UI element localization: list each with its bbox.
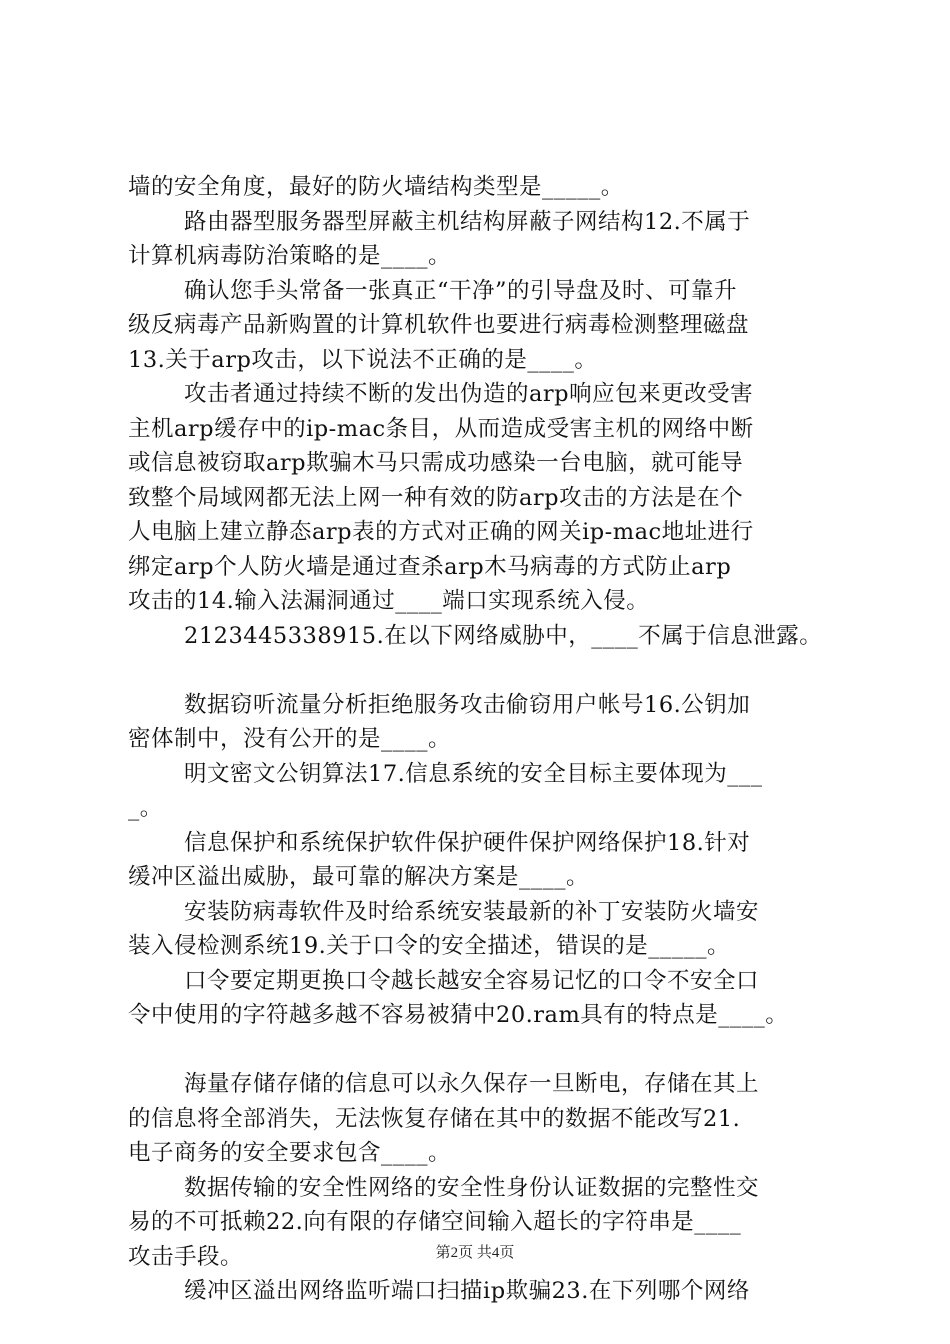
text-line: 致整个局域网都无法上网一种有效的防arp攻击的方法是在个: [128, 484, 744, 511]
text-line: 攻击手段。: [128, 1243, 244, 1270]
text-line: 级反病毒产品新购置的计算机软件也要进行病毒检测整理磁盘: [128, 312, 750, 338]
text-line: 易的不可抵赖22.向有限的存储空间输入超长的字符串是____: [128, 1209, 742, 1235]
text-line: 或信息被窃取arp欺骗木马只需成功感染一台电脑，就可能导: [128, 450, 744, 476]
text-line: 安装防病毒软件及时给系统安装最新的补丁安装防火墙安: [184, 898, 760, 925]
text-line: 装入侵检测系统19.关于口令的安全描述，错误的是_____。: [128, 933, 731, 959]
text-line: 数据窃听流量分析拒绝服务攻击偷窃用户帐号16.公钥加: [184, 691, 751, 718]
text-line: 口令要定期更换口令越长越安全容易记忆的口令不安全口: [184, 967, 760, 994]
text-line: 攻击者通过持续不断的发出伪造的arp响应包来更改受害: [184, 381, 754, 407]
text-line: 路由器型服务器型屏蔽主机结构屏蔽子网结构12.不属于: [184, 208, 751, 235]
text-line: 墙的安全角度，最好的防火墙结构类型是_____。: [128, 174, 624, 200]
text-line: 13.关于arp攻击，以下说法不正确的是____。: [128, 346, 598, 373]
blank-line: [128, 1033, 840, 1068]
text-line: 信息保护和系统保护软件保护硬件保护网络保护18.针对: [184, 829, 751, 856]
blank-line: [128, 653, 840, 688]
text-line: 主机arp缓存中的ip-mac条目，从而造成受害主机的网络中断: [128, 415, 754, 442]
page-footer: 第2页 共4页: [435, 1245, 515, 1261]
text-line: _。: [128, 795, 163, 821]
text-line: 2123445338915.在以下网络威胁中，____不属于信息泄露。: [184, 622, 823, 649]
text-line: 的信息将全部消失，无法恢复存储在其中的数据不能改写21.: [128, 1105, 741, 1132]
text-line: 令中使用的字符越多越不容易被猜中20.ram具有的特点是____。: [128, 1002, 789, 1028]
text-line: 攻击的14.输入法漏洞通过____端口实现系统入侵。: [128, 588, 650, 614]
text-line: 计算机病毒防治策略的是____。: [128, 243, 452, 269]
text-line: 明文密文公钥算法17.信息系统的安全目标主要体现为___: [184, 760, 763, 787]
text-line: 绑定arp个人防火墙是通过查杀arp木马病毒的方式防止arp: [128, 553, 732, 580]
text-line: 密体制中，没有公开的是____。: [128, 726, 452, 752]
text-line: 缓冲区溢出网络监听端口扫描ip欺骗23.在下列哪个网络: [184, 1278, 750, 1304]
document-body: [128, 170, 840, 1309]
text-line: 数据传输的安全性网络的安全性身份认证数据的完整性交: [184, 1174, 760, 1201]
text-line: 人电脑上建立静态arp表的方式对正确的网关ip-mac地址进行: [128, 519, 754, 545]
text-line: 海量存储存储的信息可以永久保存一旦断电，存储在其上: [184, 1071, 760, 1097]
text-line: 电子商务的安全要求包含____。: [128, 1140, 452, 1166]
text-line: 确认您手头常备一张真正“干净”的引导盘及时、可靠升: [184, 277, 738, 304]
text-line: 缓冲区溢出威胁，最可靠的解决方案是____。: [128, 864, 590, 890]
